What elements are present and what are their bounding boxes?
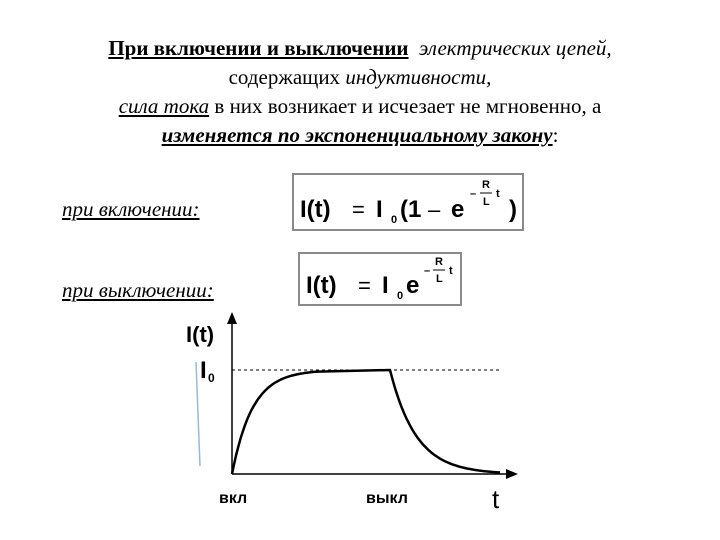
title-l4-colon: : (552, 123, 559, 147)
formula-on-box (292, 173, 524, 231)
title-l2-italic: индуктивности, (345, 65, 492, 89)
f-off-e: e (406, 272, 420, 299)
title-l1-italic: электрических цепей, (419, 36, 612, 60)
slide-title (0, 34, 720, 150)
f-off-lhs: I(t) (306, 272, 337, 299)
f-on-open: (1 (400, 196, 422, 223)
on-label: при включении: (62, 197, 200, 221)
y-axis-arrow (227, 312, 237, 324)
off-label: при выключении: (62, 278, 214, 302)
y-mark-sub: 0 (208, 371, 215, 385)
f-off-sub0: 0 (397, 290, 404, 302)
f-on-t: t (496, 188, 500, 200)
title-l3-plain: в них возникает и исчезает не мгновенно, а (214, 94, 602, 118)
title-l3-underlined: сила тока (118, 94, 210, 118)
formula-on (294, 175, 522, 229)
f-off-R: R (435, 256, 443, 268)
f-off-t: t (449, 265, 453, 277)
f-off-exp-minus: – (424, 265, 431, 277)
f-on-eq: = (352, 197, 365, 222)
f-on-L: L (483, 196, 490, 208)
f-on-I: I (376, 196, 383, 223)
f-on-lhs: I(t) (300, 196, 331, 223)
formula-off (300, 254, 460, 304)
current-chart (170, 310, 530, 538)
f-on-sub0: 0 (391, 214, 398, 226)
f-on-R: R (482, 179, 490, 191)
x-axis-label: t (492, 484, 500, 514)
x-axis-arrow (506, 469, 518, 479)
f-off-eq: = (358, 273, 371, 298)
y-mark-I: I (200, 357, 207, 384)
f-off-I: I (382, 272, 389, 299)
x-tick-off: выкл (366, 490, 408, 507)
current-curve (232, 370, 500, 474)
title-l4-law: изменяется по экспоненциальному закону (161, 123, 553, 147)
title-l1-bold: При включении и выключении (108, 36, 409, 60)
f-off-L: L (436, 273, 443, 285)
f-on-exp-minus: – (470, 188, 477, 200)
title-l2-plain: содержащих (228, 65, 341, 89)
f-on-close: ) (509, 196, 517, 223)
f-on-e: e (451, 196, 465, 223)
formula-off-box (298, 252, 462, 306)
x-tick-on: вкл (219, 490, 248, 507)
y-axis-label: I(t) (186, 322, 215, 347)
f-on-minus: – (428, 197, 441, 222)
